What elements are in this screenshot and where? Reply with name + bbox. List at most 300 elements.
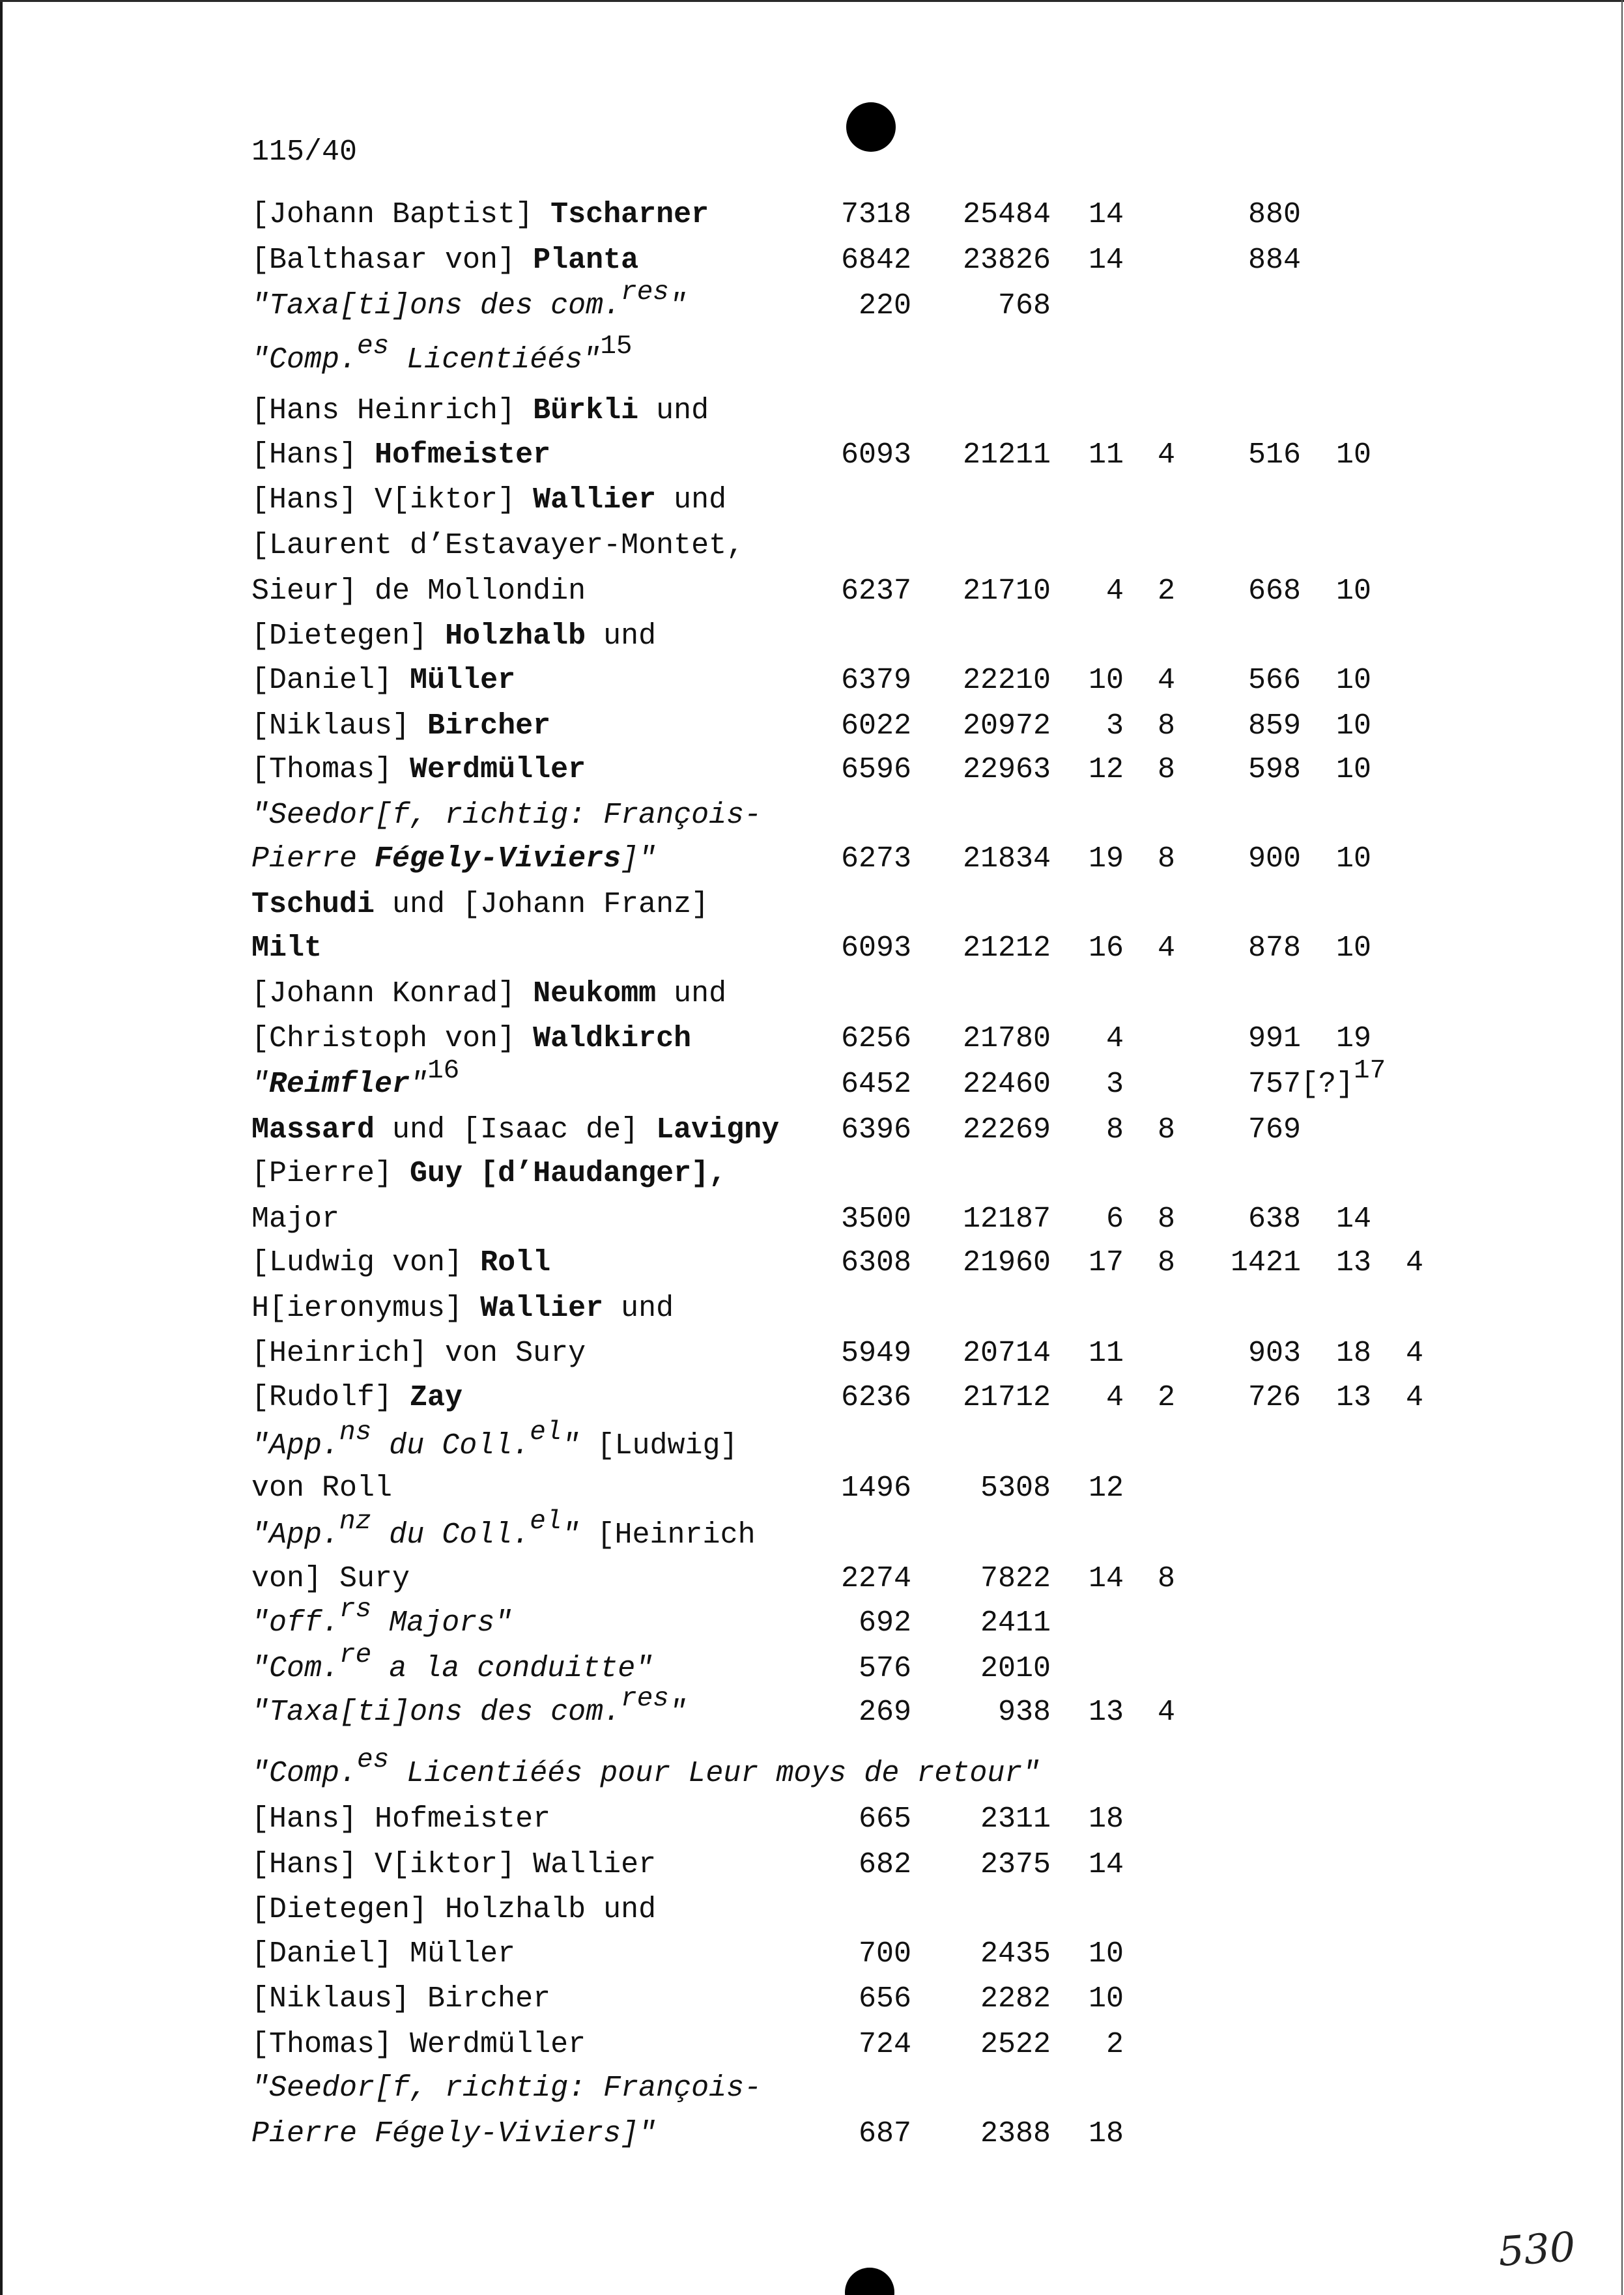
amount-col-1: 3500: [840, 1203, 911, 1236]
footnote-ref: 15: [600, 332, 633, 362]
entry-label: [251, 1244, 550, 1283]
label-text: ": [562, 1429, 580, 1462]
amount-col-7: 4: [1405, 1246, 1423, 1279]
label-text: "App.: [251, 1429, 340, 1462]
surname: Waldkirch: [533, 1022, 692, 1055]
amount-col-2: 2282: [980, 1982, 1051, 2016]
entry-label: [251, 195, 709, 235]
entry-label: [251, 840, 656, 879]
amount-col-3: 12: [1088, 1472, 1124, 1505]
amount-col-7: 4: [1405, 1381, 1423, 1414]
label-text: [Christoph von]: [251, 1022, 534, 1055]
amount-col-1: 724: [858, 2028, 911, 2061]
amount-col-1: 687: [858, 2117, 911, 2150]
surname: Reimfler: [269, 1068, 410, 1101]
amount-col-1: 6093: [840, 932, 911, 965]
surname: Bürkli: [533, 394, 639, 427]
amount-col-3: 10: [1088, 1937, 1124, 1971]
label-text: ": [410, 1068, 428, 1101]
amount-col-6: 18: [1335, 1337, 1371, 1370]
amount-col-3: 17: [1088, 1246, 1124, 1279]
entry-row: [0, 195, 1624, 235]
label-text: [Johann Baptist]: [251, 198, 551, 231]
label-text: Licentiéés pour Leur moys de retour": [389, 1757, 1040, 1790]
label-text: du Coll.: [371, 1429, 530, 1462]
label-text: ": [668, 289, 687, 322]
amount-col-2: 21780: [962, 1022, 1051, 1055]
surname: Guy [d’Haudanger]: [410, 1157, 709, 1190]
label-text: und [Isaac de]: [375, 1113, 657, 1147]
amount-col-5: 884: [1247, 244, 1301, 277]
amount-col-3: 12: [1088, 753, 1124, 786]
section-heading: [251, 1745, 1040, 1794]
entry-row: [0, 278, 1624, 326]
entry-row: [0, 840, 1624, 879]
entry-label: [251, 796, 762, 835]
section-heading: [251, 332, 633, 380]
amount-col-3: 3: [1105, 709, 1124, 743]
label-text: und: [638, 394, 709, 427]
superscript: el: [530, 1507, 562, 1537]
amount-col-3: 14: [1088, 1848, 1124, 1881]
label-text: a la conduitte": [371, 1652, 653, 1685]
amount-col-4: 8: [1157, 753, 1175, 786]
label-text: [Ludwig]: [579, 1429, 738, 1462]
entry-row: [0, 707, 1624, 746]
amount-col-1: 6237: [840, 575, 911, 608]
label-text: Licentiéés": [389, 343, 601, 377]
punch-hole-bottom: [845, 2268, 894, 2295]
label-text: und: [656, 977, 727, 1010]
entry-row: [0, 1684, 1624, 1732]
entry-label: [251, 1800, 550, 1839]
label-text: [Niklaus] Bircher: [251, 1982, 551, 2016]
amount-col-5: 769: [1247, 1113, 1301, 1147]
label-text: [Hans] V[iktor] Wallier: [251, 1848, 657, 1881]
entry-row: [0, 885, 1624, 924]
amount-col-6: 10: [1335, 842, 1371, 876]
entry-row: [0, 526, 1624, 565]
entry-label: [251, 1684, 687, 1733]
entry-label: [251, 436, 550, 475]
amount-col-1: 6022: [840, 709, 911, 743]
amount-col-2: 12187: [962, 1203, 1051, 1236]
amount-col-5: 880: [1247, 198, 1301, 231]
entry-label: [251, 975, 726, 1014]
amount-col-2: 7822: [980, 1562, 1051, 1595]
entry-label: [251, 2025, 586, 2064]
amount-col-2: 2522: [980, 2028, 1051, 2061]
superscript: re: [339, 1640, 372, 1670]
amount-col-6: 10: [1335, 709, 1371, 743]
entry-label: [251, 617, 656, 656]
label-text: [Daniel]: [251, 664, 410, 697]
amount-col-2: 21960: [962, 1246, 1051, 1279]
amount-col-3: 18: [1088, 1803, 1124, 1836]
amount-col-2: 22269: [962, 1113, 1051, 1147]
amount-col-5: 726: [1247, 1381, 1301, 1414]
label-text: [Hans] Hofmeister: [251, 1803, 551, 1836]
amount-col-6: 10: [1335, 932, 1371, 965]
superscript: el: [530, 1418, 562, 1447]
entry-label: [251, 750, 586, 790]
amount-col-2: 2388: [980, 2117, 1051, 2150]
amount-col-3: 14: [1088, 198, 1124, 231]
amount-col-5: 638: [1247, 1203, 1301, 1236]
label-text: [Hans]: [251, 438, 375, 472]
entry-row: [0, 1469, 1624, 1508]
label-text: und: [603, 1292, 674, 1325]
amount-col-1: 6842: [840, 244, 911, 277]
entry-label: [251, 707, 550, 746]
surname: Massard: [251, 1113, 375, 1147]
footnote-ref: 16: [427, 1056, 460, 1086]
punch-hole-bottom-shape: [845, 2268, 894, 2295]
entry-row: [0, 1507, 1624, 1555]
entry-row: [0, 436, 1624, 475]
surname: Wallier: [480, 1292, 604, 1325]
amount-col-5: 516: [1247, 438, 1301, 472]
entry-label: [251, 1640, 653, 1689]
amount-col-1: 6452: [840, 1068, 911, 1101]
entry-label: [251, 1846, 656, 1885]
entry-label: [251, 278, 687, 326]
entry-row: [0, 1289, 1624, 1328]
entry-label: [251, 1418, 738, 1466]
amount-col-3: 8: [1105, 1113, 1124, 1147]
amount-col-2: 2411: [980, 1606, 1051, 1640]
label-text: ,: [709, 1157, 727, 1190]
entry-row: [0, 1418, 1624, 1466]
label-text: [Daniel] Müller: [251, 1937, 516, 1971]
amount-col-1: 220: [858, 289, 911, 322]
label-text: "Seedor[f, richtig: François-: [251, 799, 762, 832]
label-text: "Com.: [251, 1652, 340, 1685]
amount-col-2: 21712: [962, 1381, 1051, 1414]
superscript: es: [357, 1745, 390, 1775]
surname: Fégely-Viviers: [375, 842, 621, 876]
label-text: "App.: [251, 1518, 340, 1552]
amount-col-1: 2274: [840, 1562, 911, 1595]
entry-row: [0, 1019, 1624, 1059]
amount-col-3: 3: [1105, 1068, 1124, 1101]
entry-label: [251, 885, 709, 924]
amount-col-3: 13: [1088, 1696, 1124, 1729]
entry-row: [0, 1200, 1624, 1239]
superscript: nz: [339, 1507, 372, 1537]
amount-col-6: 10: [1335, 438, 1371, 472]
amount-col-1: 6596: [840, 753, 911, 786]
amount-col-3: 10: [1088, 664, 1124, 697]
entry-row: [0, 2069, 1624, 2108]
amount-col-2: 2435: [980, 1937, 1051, 1971]
amount-col-4: 8: [1157, 709, 1175, 743]
surname: Neukomm: [533, 977, 657, 1010]
amount-col-7: 4: [1405, 1337, 1423, 1370]
amount-col-6: 10: [1335, 575, 1371, 608]
amount-col-1: 700: [858, 1937, 911, 1971]
amount-col-2: 20972: [962, 709, 1051, 743]
entry-label: [251, 1019, 691, 1059]
entry-row: [0, 1800, 1624, 1839]
entry-row: [0, 1560, 1624, 1599]
page-header: [0, 133, 1624, 172]
label-text: [Thomas]: [251, 753, 410, 786]
entry-row: [0, 617, 1624, 656]
label-text: Sieur] de Mollondin: [251, 575, 586, 608]
amount-col-5: [1248, 1056, 1386, 1105]
label-text: [Balthasar von]: [251, 244, 534, 277]
label-text: [Hans] V[iktor]: [251, 483, 534, 517]
entry-row: [0, 975, 1624, 1014]
entry-row: [0, 1111, 1624, 1150]
amount-col-2: 20714: [962, 1337, 1051, 1370]
amount-col-3: 10: [1088, 1982, 1124, 2016]
amount-col-5: 878: [1247, 932, 1301, 965]
label-text: "off.: [251, 1606, 340, 1640]
amount-col-4: 2: [1157, 1381, 1175, 1414]
amount-col-5: 903: [1247, 1337, 1301, 1370]
amount-col-3: 2: [1105, 2028, 1124, 2061]
superscript: rs: [339, 1595, 372, 1625]
amount-col-6: 19: [1335, 1022, 1371, 1055]
surname: Tscharner: [550, 198, 709, 231]
amount-col-4: 2: [1157, 575, 1175, 608]
surname: Roll: [480, 1246, 551, 1279]
label-text: von] Sury: [251, 1562, 410, 1595]
amount-col-5: 859: [1247, 709, 1301, 743]
amount-col-3: 4: [1105, 575, 1124, 608]
label-text: [Heinrich] von Sury: [251, 1337, 586, 1370]
label-text: [Dietegen] Holzhalb und: [251, 1893, 657, 1926]
section-heading-row: [0, 1745, 1624, 1793]
label-text: ": [668, 1696, 687, 1729]
label-text: [Rudolf]: [251, 1381, 410, 1414]
amount-col-2: 25484: [962, 198, 1051, 231]
entry-row: [0, 1378, 1624, 1418]
entry-row: [0, 929, 1624, 968]
entry-label: [251, 572, 586, 611]
amount-col-5: 1421: [1230, 1246, 1301, 1279]
entry-label: [251, 481, 726, 520]
amount-col-2: 22460: [962, 1068, 1051, 1101]
amount-col-3: 4: [1105, 1381, 1124, 1414]
amount-col-5: 566: [1247, 664, 1301, 697]
entry-row: [0, 661, 1624, 700]
footnote-ref: 17: [1354, 1056, 1386, 1086]
entry-label: [251, 1935, 515, 1974]
label-text: [Laurent d’Estavayer-Montet,: [251, 529, 745, 562]
entry-label: [251, 1378, 463, 1418]
amount-col-1: 6308: [840, 1246, 911, 1279]
label-text: und [Johann Franz]: [375, 888, 709, 921]
entry-label: [251, 526, 744, 565]
amount-col-1: 665: [858, 1803, 911, 1836]
amount-col-2: 21834: [962, 842, 1051, 876]
entry-label: [251, 1560, 410, 1599]
entry-row: [0, 1056, 1624, 1104]
entry-row: [0, 1244, 1624, 1283]
entry-label: [251, 2115, 656, 2154]
amount-col-4: 8: [1157, 1562, 1175, 1595]
label-text: "Comp.: [251, 343, 358, 377]
label-text: [Ludwig von]: [251, 1246, 481, 1279]
entry-row: [0, 1595, 1624, 1643]
amount-col-2: 2010: [980, 1652, 1051, 1685]
entry-label: [251, 1507, 756, 1556]
scan-edge-top: [0, 0, 1624, 2]
amount-col-5: 598: [1247, 753, 1301, 786]
label-text: Pierre: [251, 842, 375, 876]
amount-col-4: 8: [1157, 842, 1175, 876]
surname: Milt: [251, 932, 322, 965]
label-text: [Niklaus]: [251, 709, 428, 743]
amount-col-1: 6396: [840, 1113, 911, 1147]
amount-col-1: 656: [858, 1982, 911, 2016]
entry-row: [0, 1846, 1624, 1885]
amount-col-1: 7318: [840, 198, 911, 231]
entry-row: [0, 2025, 1624, 2064]
amount-col-3: 19: [1088, 842, 1124, 876]
amount-col-4: 4: [1157, 932, 1175, 965]
entry-label: [251, 929, 322, 968]
label-text: [Hans Heinrich]: [251, 394, 534, 427]
entry-row: [0, 481, 1624, 520]
amount-col-3: 6: [1105, 1203, 1124, 1236]
amount-col-2: 21211: [962, 438, 1051, 472]
amount-col-2: 5308: [980, 1472, 1051, 1505]
label-text: ": [251, 1068, 270, 1101]
entry-label: [251, 1595, 513, 1644]
amount-col-1: 576: [858, 1652, 911, 1685]
amount-col-1: 6256: [840, 1022, 911, 1055]
entry-row: [0, 750, 1624, 790]
amount-col-2: 23826: [962, 244, 1051, 277]
entry-label: [251, 1890, 656, 1930]
label-text: "Seedor[f, richtig: François-: [251, 2072, 762, 2105]
entry-label: [251, 1154, 726, 1193]
entry-row: [0, 1890, 1624, 1930]
surname: Zay: [410, 1381, 463, 1414]
label-text: [Dietegen]: [251, 620, 446, 653]
amount-col-4: 8: [1157, 1113, 1175, 1147]
entry-row: [0, 572, 1624, 611]
entry-row: [0, 1640, 1624, 1689]
label-text: und: [656, 483, 727, 517]
label-text: "Taxa[ti]ons des com.: [251, 1696, 621, 1729]
superscript: res: [621, 278, 669, 307]
amount-value: 757[?]: [1248, 1068, 1354, 1101]
label-text: "Comp.: [251, 1757, 358, 1790]
label-text: du Coll.: [371, 1518, 530, 1552]
entry-label: [251, 1056, 460, 1105]
entry-label: [251, 2069, 762, 2108]
amount-col-3: 16: [1088, 932, 1124, 965]
entry-row: [0, 1935, 1624, 1974]
label-text: [Johann Konrad]: [251, 977, 534, 1010]
surname: Hofmeister: [375, 438, 551, 472]
superscript: res: [621, 1684, 669, 1714]
amount-col-6: 14: [1335, 1203, 1371, 1236]
amount-col-2: 22210: [962, 664, 1051, 697]
amount-col-5: 991: [1247, 1022, 1301, 1055]
surname: Müller: [410, 664, 516, 697]
amount-col-5: 668: [1247, 575, 1301, 608]
amount-col-6: 10: [1335, 664, 1371, 697]
amount-col-3: 11: [1088, 1337, 1124, 1370]
entry-label: [251, 1334, 586, 1373]
amount-col-2: 22963: [962, 753, 1051, 786]
handwritten-folio-number: 530: [1496, 2222, 1577, 2276]
amount-col-1: 6236: [840, 1381, 911, 1414]
amount-col-1: 5949: [840, 1337, 911, 1370]
amount-col-1: 6379: [840, 664, 911, 697]
surname: Planta: [533, 244, 639, 277]
amount-col-3: 4: [1105, 1022, 1124, 1055]
amount-col-1: 692: [858, 1606, 911, 1640]
amount-col-2: 938: [997, 1696, 1051, 1729]
amount-col-2: 21212: [962, 932, 1051, 965]
label-text: Pierre Fégely-Viviers]": [251, 2117, 657, 2150]
label-text: ": [562, 1518, 580, 1552]
entry-row: [0, 1980, 1624, 2019]
amount-col-1: 1496: [840, 1472, 911, 1505]
amount-col-4: 4: [1157, 664, 1175, 697]
entry-label: [251, 1289, 674, 1328]
entry-label: [251, 1980, 550, 2019]
entry-row: [0, 796, 1624, 835]
label-text: [Thomas] Werdmüller: [251, 2028, 586, 2061]
surname: Lavigny: [656, 1113, 780, 1147]
amount-col-2: 21710: [962, 575, 1051, 608]
amount-col-4: 4: [1157, 438, 1175, 472]
amount-col-6: 13: [1335, 1381, 1371, 1414]
surname: Werdmüller: [410, 753, 586, 786]
surname: Tschudi: [251, 888, 375, 921]
entry-row: [0, 2115, 1624, 2154]
entry-row: [0, 1154, 1624, 1193]
label-text: H[ieronymus]: [251, 1292, 481, 1325]
entry-label: [251, 661, 515, 700]
surname: Wallier: [533, 483, 657, 517]
amount-col-3: 14: [1088, 1562, 1124, 1595]
superscript: es: [357, 332, 390, 362]
amount-col-5: 900: [1247, 842, 1301, 876]
surname: Bircher: [427, 709, 551, 743]
amount-col-4: 4: [1157, 1696, 1175, 1729]
label-text: Majors": [371, 1606, 513, 1640]
amount-col-1: 6273: [840, 842, 911, 876]
amount-col-4: 8: [1157, 1203, 1175, 1236]
label-text: [Pierre]: [251, 1157, 410, 1190]
amount-col-3: 18: [1088, 2117, 1124, 2150]
label-text: Major: [251, 1203, 340, 1236]
entry-row: [0, 392, 1624, 431]
superscript: ns: [339, 1418, 372, 1447]
amount-col-3: 14: [1088, 244, 1124, 277]
entry-row: [0, 241, 1624, 280]
amount-col-1: 6093: [840, 438, 911, 472]
amount-col-2: 2311: [980, 1803, 1051, 1836]
entry-row: [0, 1334, 1624, 1373]
entry-label: [251, 1111, 779, 1150]
section-heading-row: [0, 332, 1624, 380]
label-text: ]": [621, 842, 657, 876]
amount-col-6: 10: [1335, 753, 1371, 786]
page-reference: 115/40: [251, 135, 358, 169]
amount-col-4: 8: [1157, 1246, 1175, 1279]
amount-col-6: 13: [1335, 1246, 1371, 1279]
